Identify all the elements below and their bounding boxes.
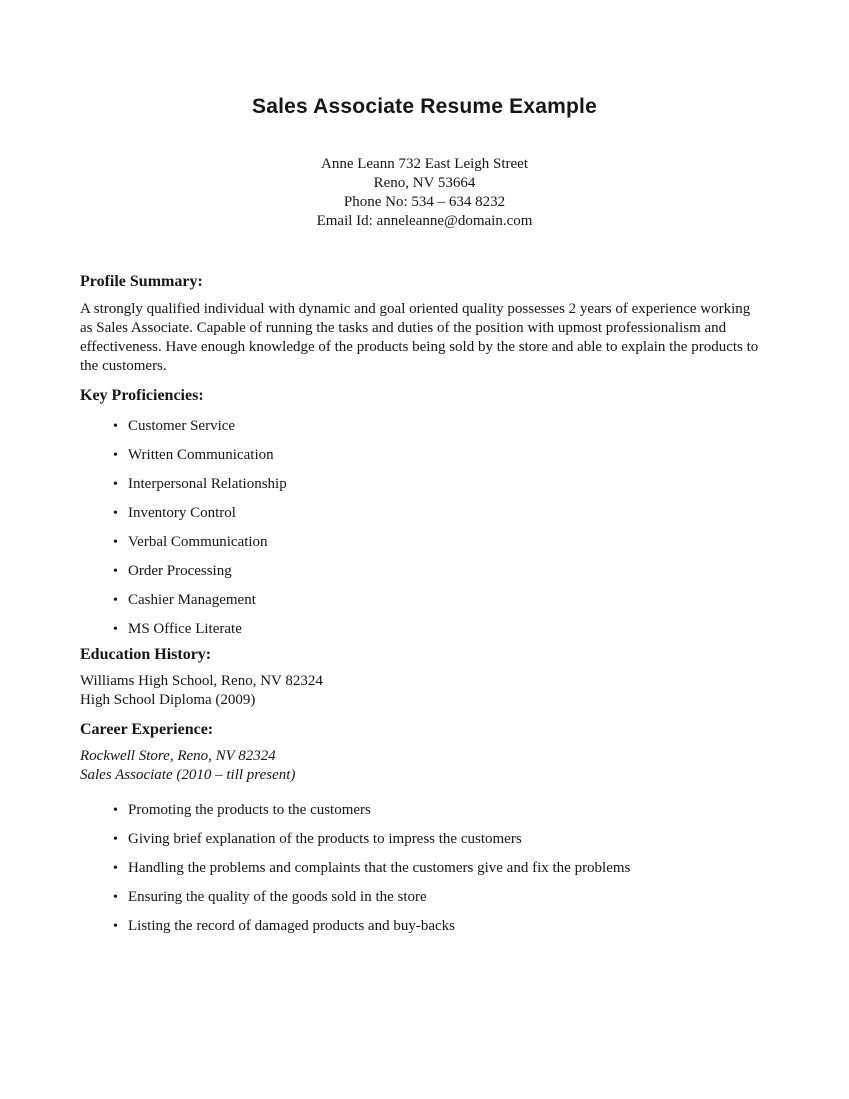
bullet-icon: • [113, 564, 118, 579]
list-item-label: Inventory Control [128, 505, 236, 521]
list-item-label: Customer Service [128, 418, 236, 434]
list-item [80, 912, 765, 941]
bullet-icon: • [113, 448, 118, 463]
list-item [80, 499, 765, 528]
list-item-label: Ensuring the quality of the goods sold in the store [128, 889, 427, 905]
list-item [80, 441, 765, 470]
education-school: Williams High School, Reno, NV 82324 [80, 673, 323, 689]
contact-email: Email Id: anneleanne@domain.com [316, 213, 533, 229]
list-item-label: MS Office Literate [128, 621, 242, 637]
list-item [80, 854, 765, 883]
profile-summary-text: A strongly qualified individual with dynamic and goal oriented quality possesses 2 years of experience working as Sales Associate. Capable of running the tasks and duties of the position with upmost professionalism and effectiveness. Have enough knowledge of the products being sold by the store and able to explain the products to the customers. [80, 301, 759, 374]
bullet-icon: • [113, 506, 118, 521]
list-item-label: Verbal Communication [128, 534, 268, 550]
list-item-label: Listing the record of damaged products and buy-backs [128, 918, 455, 934]
bullet-icon: • [113, 622, 118, 637]
career-duties-list [80, 796, 765, 941]
bullet-icon: • [113, 477, 118, 492]
bullet-icon: • [113, 832, 118, 847]
list-item [80, 586, 765, 615]
bullet-icon: • [113, 861, 118, 876]
list-item [80, 470, 765, 499]
page-title: Sales Associate Resume Example [252, 95, 597, 118]
education-diploma: High School Diploma (2009) [80, 692, 256, 708]
list-item-label: Cashier Management [128, 592, 256, 608]
contact-block [0, 155, 849, 231]
education-history-details [80, 672, 765, 710]
list-item [80, 528, 765, 557]
list-item [80, 796, 765, 825]
contact-name-address: Anne Leann 732 East Leigh Street [320, 156, 529, 172]
list-item-label: Giving brief explanation of the products to impress the customers [128, 831, 522, 847]
contact-phone: Phone No: 534 – 634 8232 [343, 194, 506, 210]
key-proficiencies-list [80, 412, 765, 644]
list-item [80, 825, 765, 854]
bullet-icon: • [113, 890, 118, 905]
list-item-label: Handling the problems and complaints that the customers give and fix the problems [128, 860, 631, 876]
list-item-label: Written Communication [128, 447, 274, 463]
list-item-label: Promoting the products to the customers [128, 802, 371, 818]
bullet-icon: • [113, 803, 118, 818]
list-item-label: Interpersonal Relationship [128, 476, 287, 492]
list-item [80, 557, 765, 586]
career-employer: Rockwell Store, Reno, NV 82324 [80, 748, 276, 764]
career-experience-heading: Career Experience: [80, 721, 214, 738]
bullet-icon: • [113, 919, 118, 934]
bullet-icon: • [113, 593, 118, 608]
career-employer-block [80, 747, 765, 785]
list-item [80, 615, 765, 644]
bullet-icon: • [113, 535, 118, 550]
contact-city: Reno, NV 53664 [373, 175, 476, 191]
list-item [80, 883, 765, 912]
profile-summary-heading: Profile Summary: [80, 273, 203, 290]
bullet-icon: • [113, 419, 118, 434]
education-history-heading: Education History: [80, 646, 212, 663]
list-item [80, 412, 765, 441]
key-proficiencies-heading: Key Proficiencies: [80, 387, 204, 404]
resume-body [80, 272, 765, 941]
career-job-title: Sales Associate (2010 – till present) [80, 767, 296, 783]
list-item-label: Order Processing [128, 563, 232, 579]
